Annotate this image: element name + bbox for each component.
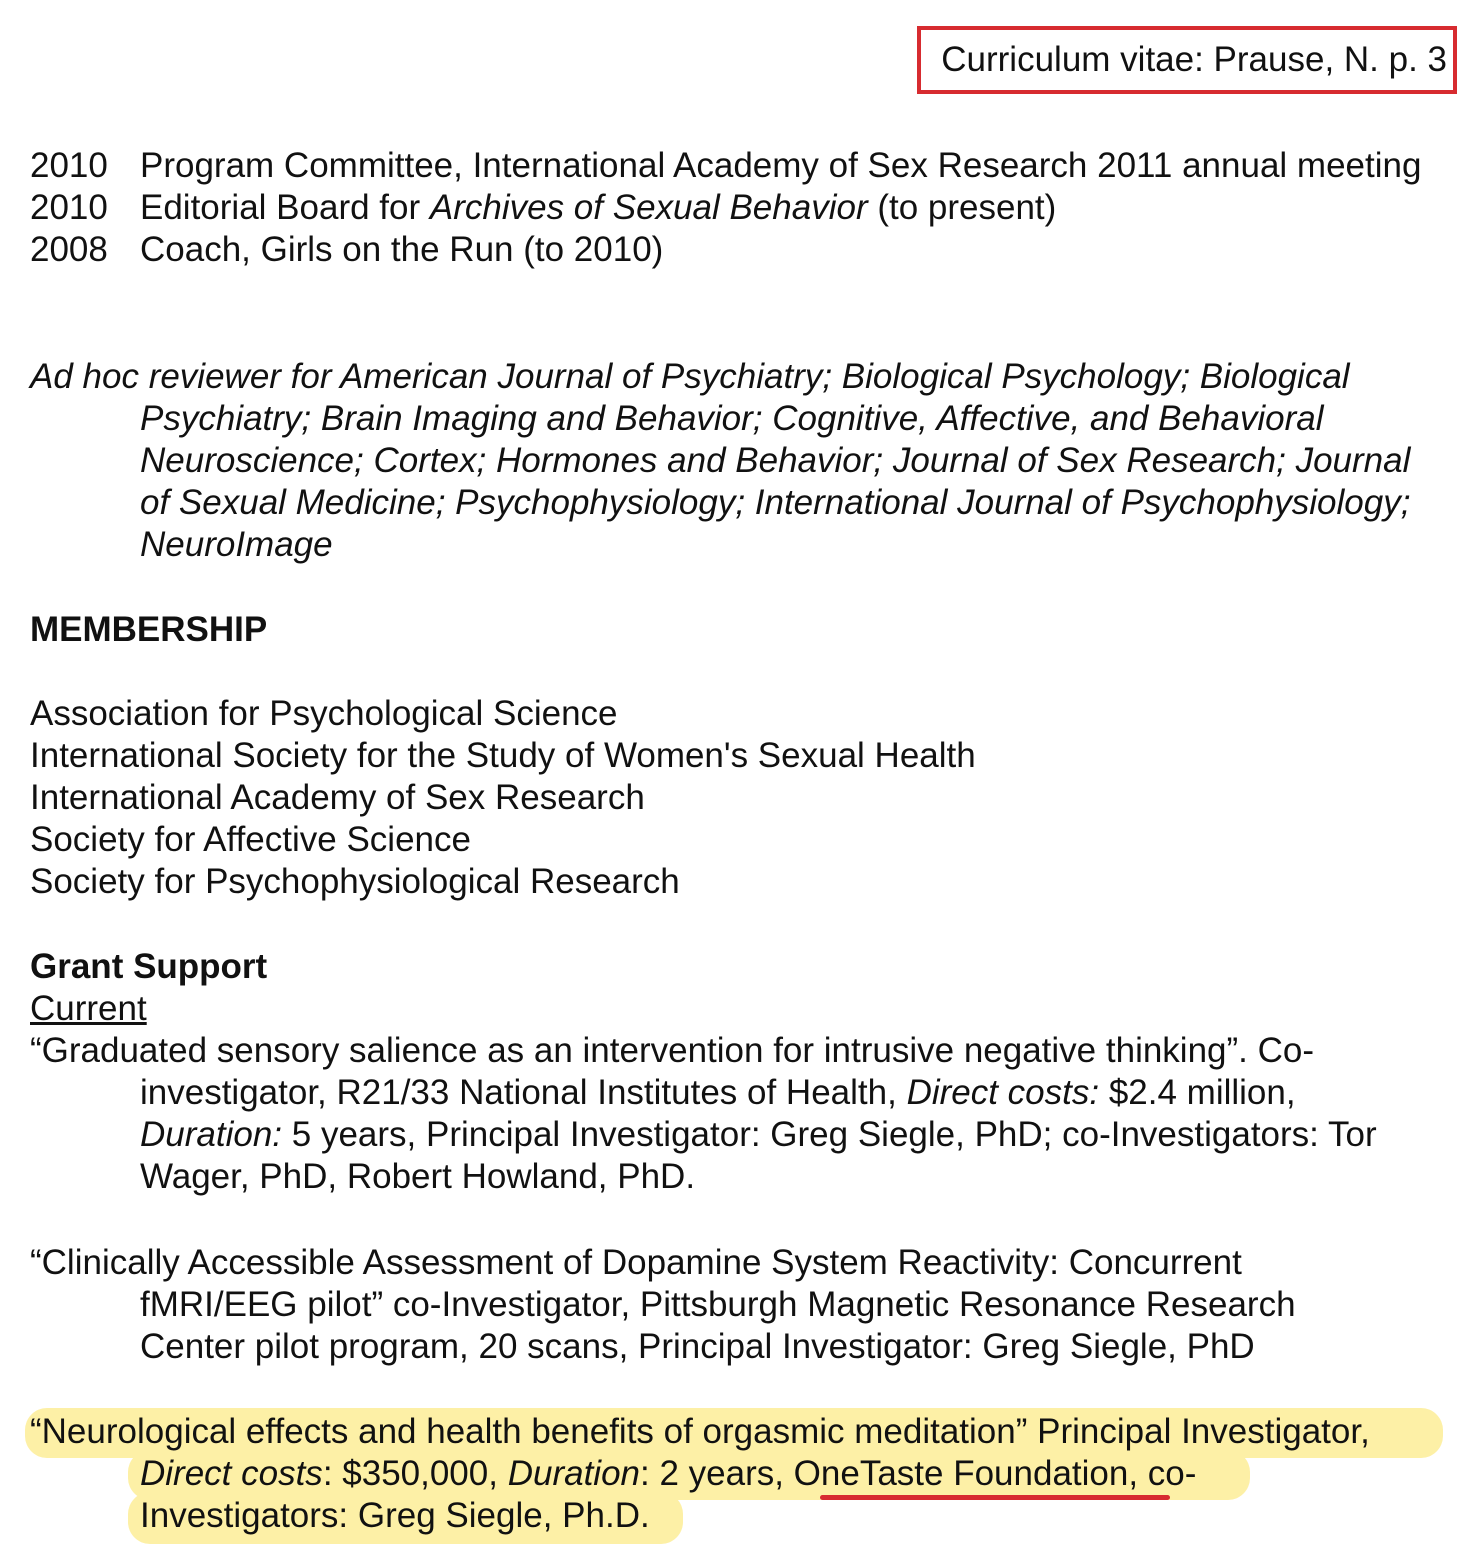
header-text: Curriculum vitae: Prause, N. p. 3	[941, 40, 1447, 79]
reviewer-text: Ad hoc reviewer for American Journal of Psychiatry; Biological Psychology; Biological Psychiatry; Brain Imaging and Behavior; Cognitive, Affective, and Behavioral Neuroscience; Cortex; Hormones and Behavior; Journal of Sex Research; Journal of Sexual Medicine; Psychophysiology; International Journal of Psychophysiology; NeuroImage	[30, 357, 1411, 564]
grant-entry: “Graduated sensory salience as an intervention for intrusive negative thinking”. Co-investigator, R21/33 National Institutes of Health, Direct costs: $2.4 million, Duration: 5 years, Principal Investigator: Greg Siegle, PhD; co-Investigators: Tor Wager, PhD, Robert Howland, PhD.	[30, 1031, 1377, 1196]
funder-name: OneTaste Foundation	[793, 1454, 1129, 1493]
page-header	[917, 26, 1457, 94]
membership-section	[30, 609, 1445, 651]
service-text: Coach, Girls on the Run (to 2010)	[140, 230, 664, 269]
membership-list	[30, 693, 1445, 903]
grant-entry: “Clinically Accessible Assessment of Dopamine System Reactivity: Concurrent fMRI/EEG pilot” co-Investigator, Pittsburgh Magnetic Resonance Research Center pilot program, 20 scans, Principal Investigator: Greg Siegle, PhD	[30, 1243, 1296, 1366]
service-item	[30, 229, 1445, 271]
reviewer-section	[30, 356, 1430, 566]
membership-item: Society for Psychophysiological Research	[30, 862, 680, 901]
grant-entry-line: “Neurological effects and health benefits of orgasmic meditation” Principal Investigator,	[30, 1412, 1370, 1451]
grant-section	[30, 946, 1445, 1198]
service-year: 2008	[30, 230, 108, 269]
grant-subheading: Current	[30, 989, 147, 1028]
service-year: 2010	[30, 146, 108, 185]
grant-entry-line: Direct costs: $350,000, Duration: 2 years, OneTaste Foundation, co-	[140, 1454, 1197, 1493]
service-text: Editorial Board for Archives of Sexual Behavior (to present)	[140, 188, 1057, 227]
membership-item: International Academy of Sex Research	[30, 778, 645, 817]
grant-heading: Grant Support	[30, 947, 268, 986]
membership-heading: MEMBERSHIP	[30, 610, 268, 649]
grant-entry-line: Investigators: Greg Siegle, Ph.D.	[140, 1496, 650, 1535]
service-item	[30, 145, 1445, 187]
funder-underline-annotation	[820, 1495, 1170, 1500]
service-list	[30, 145, 1445, 271]
grant-entry-3	[30, 1411, 1445, 1537]
grant-entry-2	[30, 1242, 1370, 1368]
service-text: Program Committee, International Academy of Sex Research 2011 annual meeting	[140, 146, 1422, 185]
membership-item: Association for Psychological Science	[30, 694, 618, 733]
membership-item: Society for Affective Science	[30, 820, 471, 859]
membership-item: International Society for the Study of Women's Sexual Health	[30, 736, 976, 775]
service-item	[30, 187, 1445, 229]
service-year: 2010	[30, 188, 108, 227]
